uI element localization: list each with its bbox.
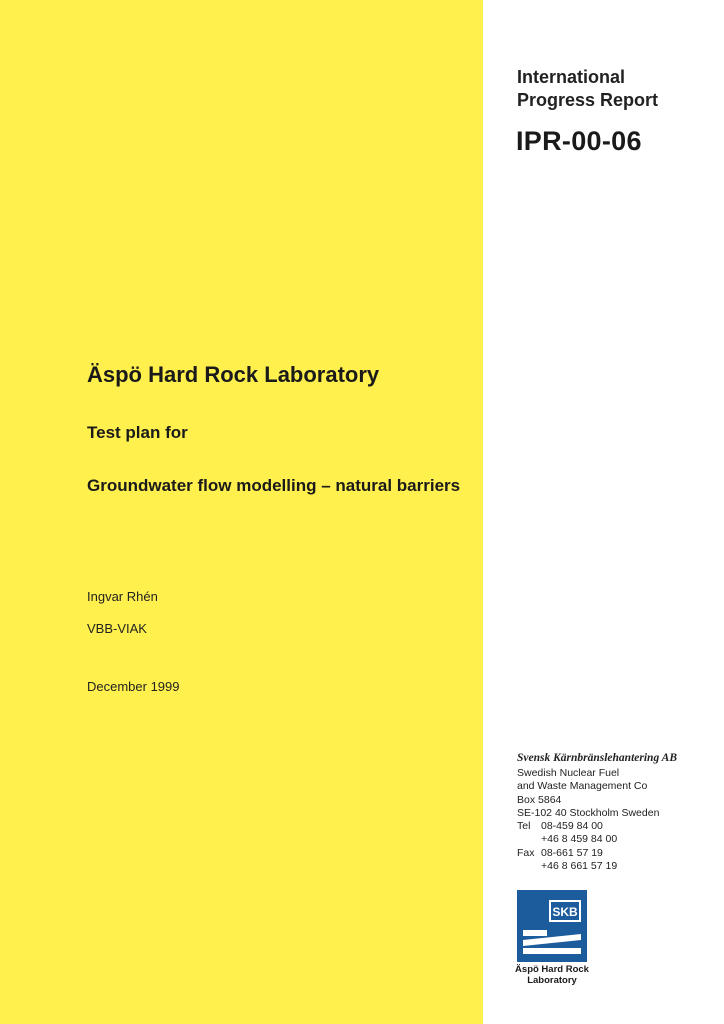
fax-number-international: +46 8 661 57 19 bbox=[541, 860, 618, 873]
logo-caption bbox=[510, 964, 594, 986]
fax-label: Fax bbox=[517, 846, 535, 859]
document-topic: Groundwater flow modelling – natural barriers bbox=[87, 476, 461, 495]
address-line: Box 5864 bbox=[517, 793, 562, 806]
address-line: SE-102 40 Stockholm Sweden bbox=[517, 806, 660, 819]
logo-caption-line2: Laboratory bbox=[527, 975, 577, 986]
author-organization: VBB-VIAK bbox=[87, 621, 147, 636]
fax-row-1 bbox=[517, 847, 659, 860]
logo-text: SKB bbox=[552, 905, 578, 919]
report-series-line2: Progress Report bbox=[517, 90, 659, 110]
tel-row-2 bbox=[517, 833, 659, 846]
skb-logo bbox=[517, 890, 587, 962]
author-name: Ingvar Rhén bbox=[87, 589, 158, 604]
report-number: IPR-00-06 bbox=[516, 126, 642, 156]
publication-date: December 1999 bbox=[87, 679, 180, 694]
report-series bbox=[517, 66, 658, 112]
page-title: Äspö Hard Rock Laboratory bbox=[87, 362, 380, 387]
fax-row-2 bbox=[517, 860, 659, 873]
tel-label: Tel bbox=[517, 820, 531, 833]
address-line: and Waste Management Co bbox=[517, 780, 648, 793]
logo-caption-line1: Äspö Hard Rock bbox=[515, 964, 589, 975]
address-line: Swedish Nuclear Fuel bbox=[517, 767, 620, 779]
tel-number-domestic: 08-459 84 00 bbox=[541, 820, 603, 833]
report-series-line1: International bbox=[517, 67, 626, 87]
document-subtitle: Test plan for bbox=[87, 423, 188, 442]
publisher-address bbox=[517, 767, 659, 873]
fax-number-domestic: 08-661 57 19 bbox=[541, 846, 603, 859]
publisher-name: Svensk Kärnbränslehantering AB bbox=[517, 752, 677, 764]
tel-row-1 bbox=[517, 820, 659, 833]
tel-number-international: +46 8 459 84 00 bbox=[541, 833, 618, 846]
